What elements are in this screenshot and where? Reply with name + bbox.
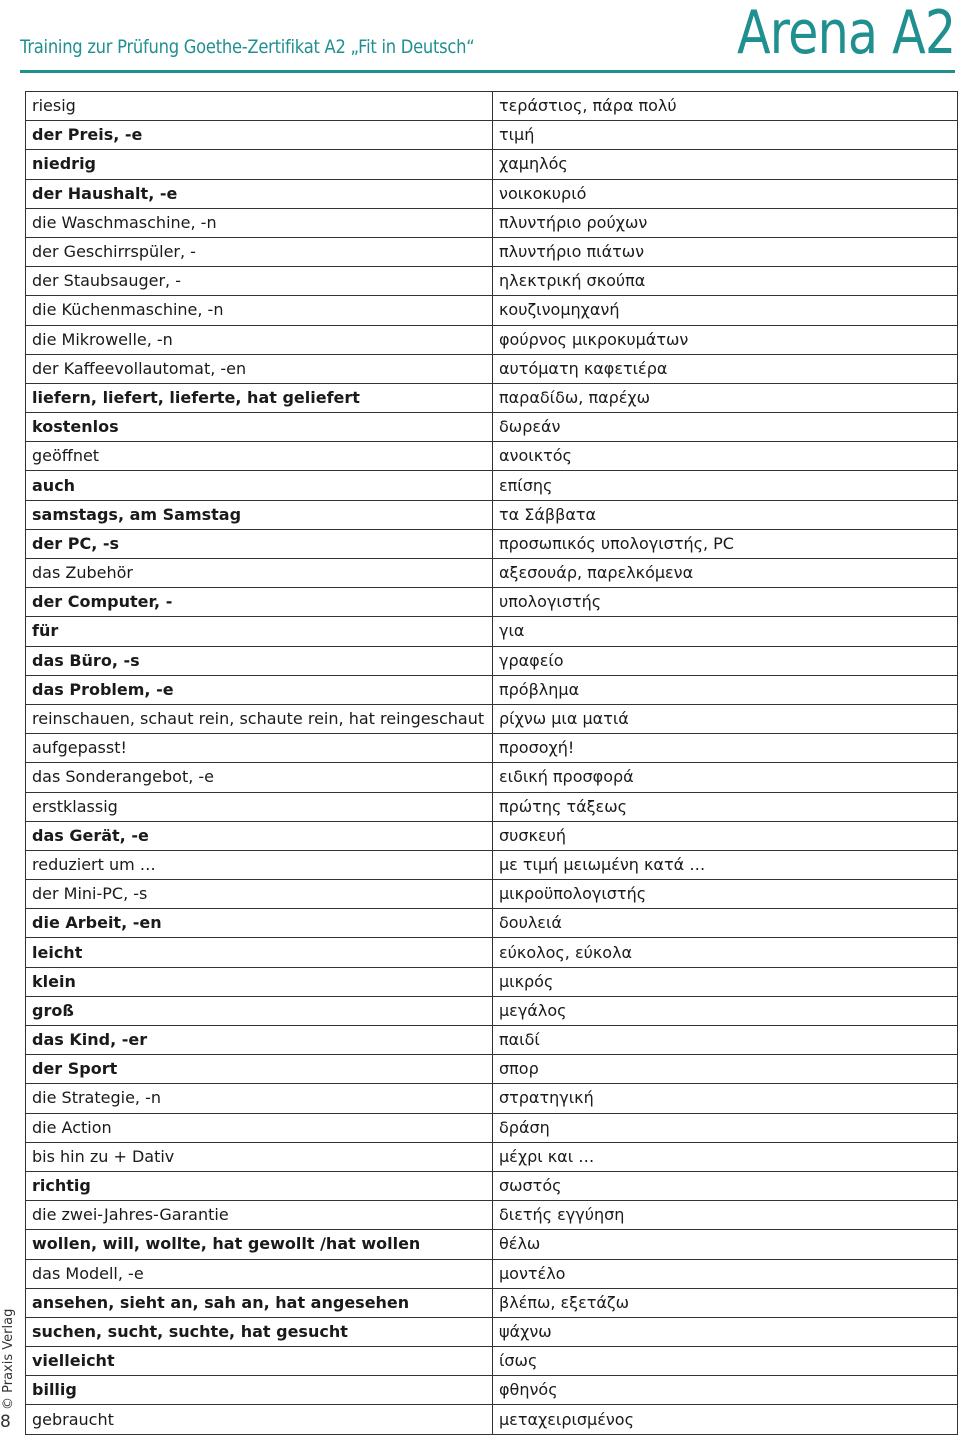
table-row — [26, 675, 958, 704]
greek-translation: τα Σάββατα — [493, 500, 958, 529]
german-term: klein — [26, 967, 493, 996]
table-row — [26, 500, 958, 529]
vocabulary-table — [25, 91, 958, 1435]
german-term: billig — [26, 1376, 493, 1405]
table-row — [26, 909, 958, 938]
table-row — [26, 1142, 958, 1171]
greek-translation: δράση — [493, 1113, 958, 1142]
german-term: richtig — [26, 1171, 493, 1200]
german-term: samstags, am Samstag — [26, 500, 493, 529]
greek-translation: μικροϋπολογιστής — [493, 880, 958, 909]
german-term: vielleicht — [26, 1347, 493, 1376]
table-row — [26, 704, 958, 733]
greek-translation: χαμηλός — [493, 150, 958, 179]
greek-translation: μέχρι και … — [493, 1142, 958, 1171]
greek-translation: με τιμή μειωμένη κατά … — [493, 850, 958, 879]
table-row — [26, 529, 958, 558]
vocabulary-table-body — [26, 92, 958, 1435]
german-term: das Sonderangebot, -e — [26, 763, 493, 792]
german-term: liefern, liefert, lieferte, hat geliefert — [26, 383, 493, 412]
german-term: wollen, will, wollte, hat gewollt /hat wollen — [26, 1230, 493, 1259]
german-term: das Problem, -e — [26, 675, 493, 704]
greek-translation: μοντέλο — [493, 1259, 958, 1288]
table-row — [26, 325, 958, 354]
table-row — [26, 179, 958, 208]
greek-translation: προσωπικός υπολογιστής, PC — [493, 529, 958, 558]
table-row — [26, 588, 958, 617]
table-row — [26, 1055, 958, 1084]
table-row — [26, 938, 958, 967]
table-row — [26, 617, 958, 646]
table-row — [26, 296, 958, 325]
table-row — [26, 354, 958, 383]
table-row — [26, 413, 958, 442]
greek-translation: βλέπω, εξετάζω — [493, 1288, 958, 1317]
greek-translation: κουζινομηχανή — [493, 296, 958, 325]
greek-translation: πρόβλημα — [493, 675, 958, 704]
german-term: der Geschirrspüler, - — [26, 237, 493, 266]
german-term: der Sport — [26, 1055, 493, 1084]
german-term: der Staubsauger, - — [26, 267, 493, 296]
german-term: auch — [26, 471, 493, 500]
german-term: die Mikrowelle, -n — [26, 325, 493, 354]
table-row — [26, 442, 958, 471]
german-term: suchen, sucht, suchte, hat gesucht — [26, 1317, 493, 1346]
greek-translation: ίσως — [493, 1347, 958, 1376]
german-term: die Küchenmaschine, -n — [26, 296, 493, 325]
greek-translation: για — [493, 617, 958, 646]
german-term: die Arbeit, -en — [26, 909, 493, 938]
greek-translation: σπορ — [493, 1055, 958, 1084]
greek-translation: διετής εγγύηση — [493, 1201, 958, 1230]
table-row — [26, 383, 958, 412]
greek-translation: ανοικτός — [493, 442, 958, 471]
page-header — [20, 0, 955, 73]
german-term: gebraucht — [26, 1405, 493, 1434]
greek-translation: τεράστιος, πάρα πολύ — [493, 92, 958, 121]
table-row — [26, 734, 958, 763]
german-term: erstklassig — [26, 792, 493, 821]
greek-translation: στρατηγική — [493, 1084, 958, 1113]
german-term: das Gerät, -e — [26, 821, 493, 850]
german-term: der Kaffeevollautomat, -en — [26, 354, 493, 383]
table-row — [26, 821, 958, 850]
table-row — [26, 1084, 958, 1113]
german-term: der Preis, -e — [26, 121, 493, 150]
greek-translation: πρώτης τάξεως — [493, 792, 958, 821]
german-term: reduziert um … — [26, 850, 493, 879]
table-row — [26, 880, 958, 909]
german-term: das Büro, -s — [26, 646, 493, 675]
german-term: kostenlos — [26, 413, 493, 442]
header-brand: Arena A2 — [736, 0, 955, 68]
german-term: das Modell, -e — [26, 1259, 493, 1288]
german-term: der Computer, - — [26, 588, 493, 617]
table-row — [26, 996, 958, 1025]
table-row — [26, 237, 958, 266]
table-row — [26, 92, 958, 121]
german-term: das Kind, -er — [26, 1026, 493, 1055]
table-row — [26, 150, 958, 179]
greek-translation: δουλειά — [493, 909, 958, 938]
greek-translation: μεγάλος — [493, 996, 958, 1025]
greek-translation: ψάχνω — [493, 1317, 958, 1346]
greek-translation: μεταχειρισμένος — [493, 1405, 958, 1434]
german-term: die Waschmaschine, -n — [26, 208, 493, 237]
greek-translation: συσκευή — [493, 821, 958, 850]
german-term: bis hin zu + Dativ — [26, 1142, 493, 1171]
table-row — [26, 1288, 958, 1317]
table-row — [26, 646, 958, 675]
greek-translation: φούρνος μικροκυμάτων — [493, 325, 958, 354]
table-row — [26, 1376, 958, 1405]
table-row — [26, 1113, 958, 1142]
table-row — [26, 1347, 958, 1376]
german-term: die Strategie, -n — [26, 1084, 493, 1113]
german-term: riesig — [26, 92, 493, 121]
greek-translation: δωρεάν — [493, 413, 958, 442]
greek-translation: επίσης — [493, 471, 958, 500]
german-term: der Haushalt, -e — [26, 179, 493, 208]
german-term: niedrig — [26, 150, 493, 179]
table-row — [26, 763, 958, 792]
table-row — [26, 208, 958, 237]
greek-translation: θέλω — [493, 1230, 958, 1259]
table-row — [26, 267, 958, 296]
greek-translation: γραφείο — [493, 646, 958, 675]
table-row — [26, 121, 958, 150]
page-number: 8 — [0, 1412, 11, 1432]
table-row — [26, 1026, 958, 1055]
table-row — [26, 471, 958, 500]
table-row — [26, 1171, 958, 1200]
header-title: Training zur Prüfung Goethe-Zertifikat A2 „Fit in Deutsch“ — [20, 36, 475, 58]
german-term: aufgepasst! — [26, 734, 493, 763]
table-row — [26, 1259, 958, 1288]
german-term: geöffnet — [26, 442, 493, 471]
greek-translation: μικρός — [493, 967, 958, 996]
table-row — [26, 792, 958, 821]
table-row — [26, 967, 958, 996]
greek-translation: νοικοκυριό — [493, 179, 958, 208]
table-row — [26, 1201, 958, 1230]
table-row — [26, 1317, 958, 1346]
german-term: für — [26, 617, 493, 646]
greek-translation: παιδί — [493, 1026, 958, 1055]
publisher-credit: © Praxis Verlag — [1, 1308, 16, 1410]
german-term: reinschauen, schaut rein, schaute rein, hat reingeschaut — [26, 704, 493, 733]
german-term: der Mini-PC, -s — [26, 880, 493, 909]
german-term: die zwei-Jahres-Garantie — [26, 1201, 493, 1230]
greek-translation: σωστός — [493, 1171, 958, 1200]
german-term: leicht — [26, 938, 493, 967]
greek-translation: παραδίδω, παρέχω — [493, 383, 958, 412]
greek-translation: εύκολος, εύκολα — [493, 938, 958, 967]
greek-translation: τιμή — [493, 121, 958, 150]
german-term: die Action — [26, 1113, 493, 1142]
greek-translation: υπολογιστής — [493, 588, 958, 617]
greek-translation: φθηνός — [493, 1376, 958, 1405]
greek-translation: ειδική προσφορά — [493, 763, 958, 792]
table-row — [26, 1405, 958, 1434]
table-row — [26, 559, 958, 588]
german-term: ansehen, sieht an, sah an, hat angesehen — [26, 1288, 493, 1317]
greek-translation: αυτόματη καφετιέρα — [493, 354, 958, 383]
greek-translation: προσοχή! — [493, 734, 958, 763]
german-term: der PC, -s — [26, 529, 493, 558]
german-term: groß — [26, 996, 493, 1025]
table-row — [26, 1230, 958, 1259]
greek-translation: ρίχνω μια ματιά — [493, 704, 958, 733]
german-term: das Zubehör — [26, 559, 493, 588]
greek-translation: πλυντήριο πιάτων — [493, 237, 958, 266]
greek-translation: πλυντήριο ρούχων — [493, 208, 958, 237]
table-row — [26, 850, 958, 879]
greek-translation: ηλεκτρική σκούπα — [493, 267, 958, 296]
greek-translation: αξεσουάρ, παρελκόμενα — [493, 559, 958, 588]
